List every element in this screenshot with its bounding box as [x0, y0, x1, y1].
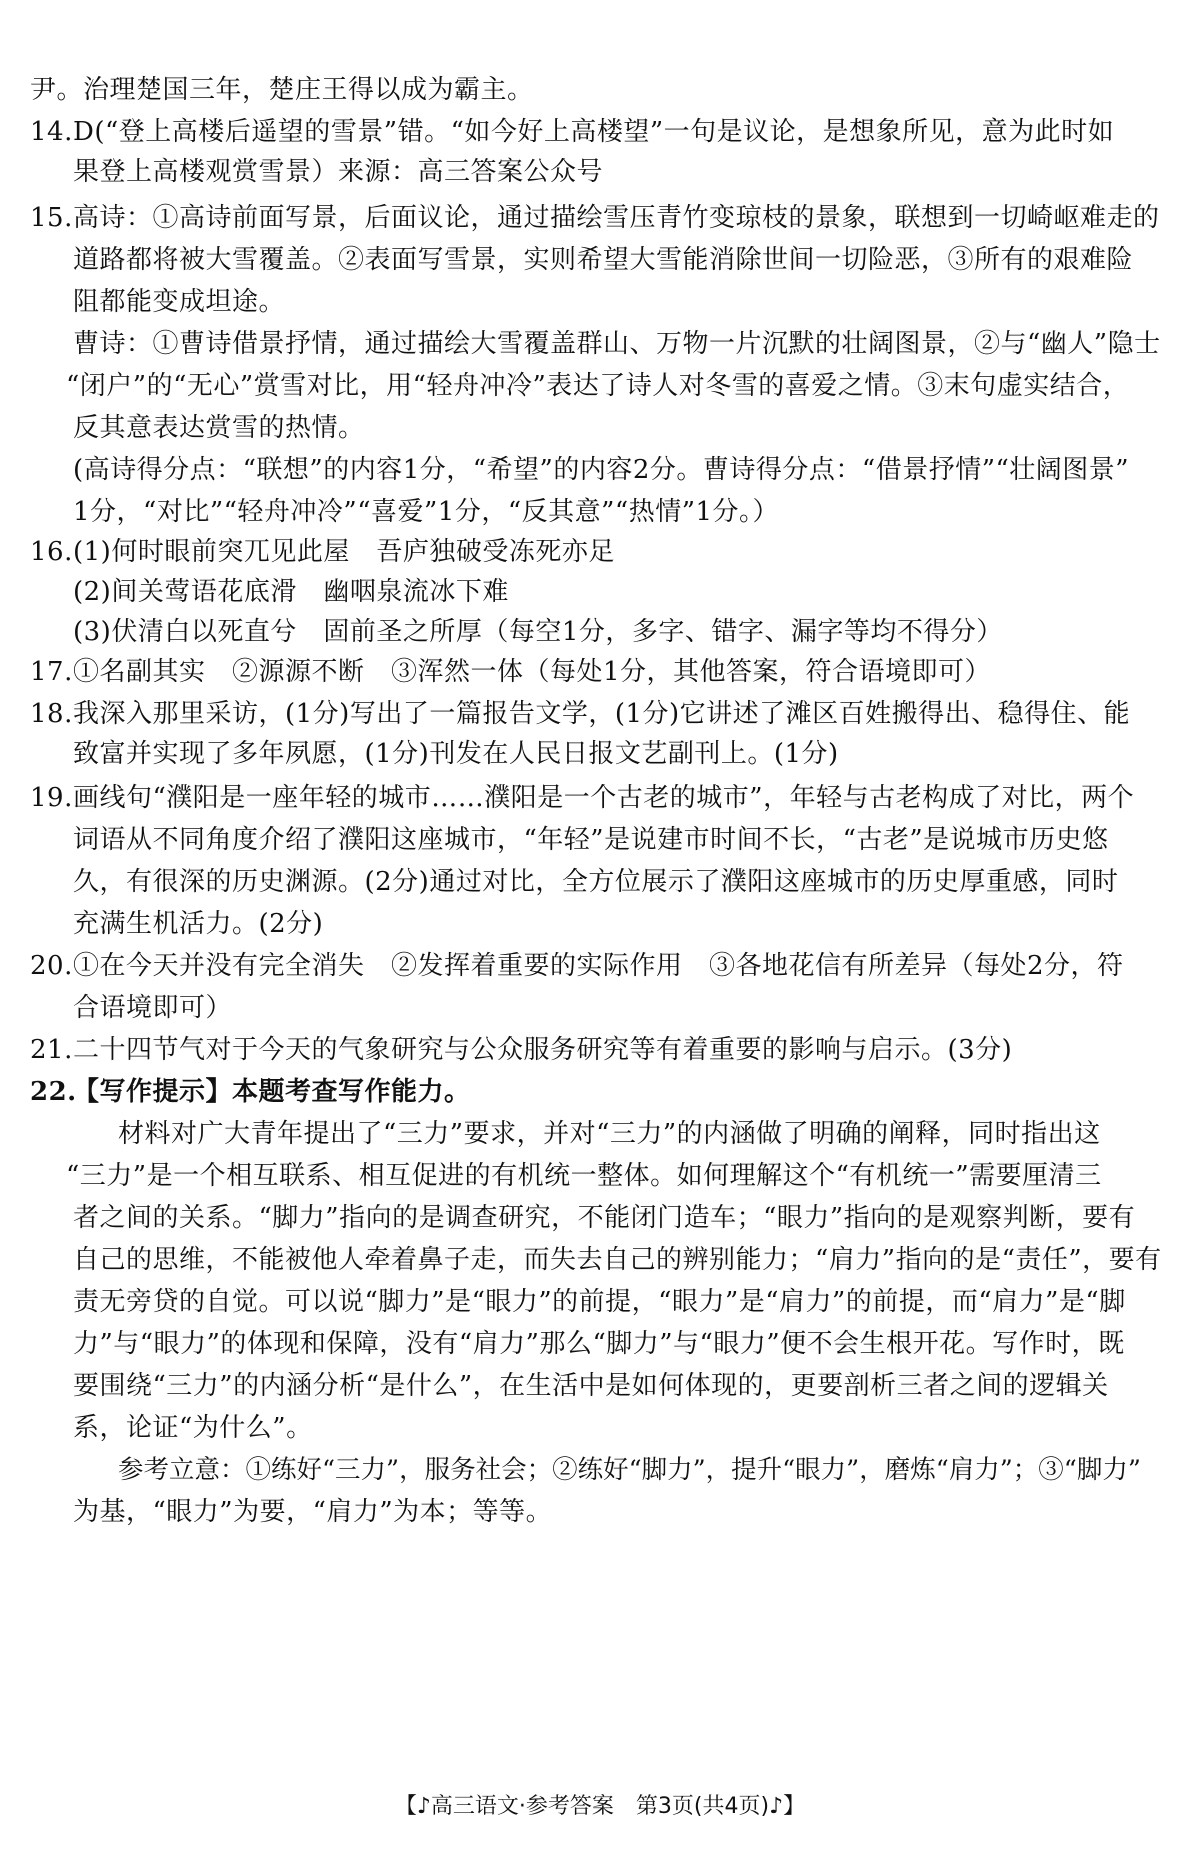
writing-tip-heading: 【写作提示】本题考查写作能力。 — [73, 1077, 471, 1107]
text-line: 责无旁贷的自觉。可以说“脚力”是“眼力”的前提，“眼力”是“肩力”的前提，而“肩力”是“脚 — [73, 1287, 1126, 1317]
question-number: 21. — [30, 1035, 73, 1065]
text-line: 参考立意：①练好“三力”，服务社会；②练好“脚力”，提升“眼力”，磨炼“肩力”；③“脚力” — [118, 1455, 1141, 1485]
text-line: 材料对广大青年提出了“三力”要求，并对“三力”的内涵做了明确的阐释，同时指出这 — [118, 1119, 1101, 1149]
text-line: “三力”是一个相互联系、相互促进的有机统一整体。如何理解这个“有机统一”需要厘清三 — [66, 1161, 1102, 1191]
text-line: 道路都将被大雪覆盖。②表面写雪景，实则希望大雪能消除世间一切险恶，③所有的艰难险 — [73, 245, 1134, 275]
question-15 — [30, 198, 1160, 238]
question-number: 16. — [30, 537, 73, 567]
text-line: ①名副其实 ②源源不断 ③浑然一体（每处1分，其他答案，符合语境即可） — [73, 657, 992, 687]
text-line: 1分，“对比”“轻舟冲冷”“喜爱”1分，“反其意”“热情”1分。） — [73, 497, 780, 527]
text-line: (2)间关莺语花底滑 幽咽泉流冰下难 — [73, 577, 509, 607]
text-line: 充满生机活力。(2分) — [73, 909, 324, 939]
question-18 — [30, 694, 1130, 734]
text-line: ①在今天并没有完全消失 ②发挥着重要的实际作用 ③各地花信有所差异（每处2分，符 — [73, 951, 1124, 981]
question-number: 20. — [30, 951, 73, 981]
text-line: 曹诗：①曹诗借景抒情，通过描绘大雪覆盖群山、万物一片沉默的壮阔图景，②与“幽人”隐士 — [73, 329, 1161, 359]
text-line: 果登上高楼观赏雪景）来源：高三答案公众号 — [73, 157, 604, 187]
question-number: 17. — [30, 657, 73, 687]
text-line: 致富并实现了多年夙愿，(1分)刊发在人民日报文艺副刊上。(1分) — [73, 739, 839, 769]
question-number: 14. — [30, 117, 73, 147]
text-line: (1)何时眼前突兀见此屋 吾庐独破受冻死亦足 — [73, 537, 615, 567]
text-line: 二十四节气对于今天的气象研究与公众服务研究等有着重要的影响与启示。(3分) — [73, 1035, 1013, 1065]
text-line: 高诗：①高诗前面写景，后面议论，通过描绘雪压青竹变琼枝的景象，联想到一切崎岖难走的 — [73, 203, 1160, 233]
question-20 — [30, 946, 1124, 986]
text-line: 要围绕“三力”的内涵分析“是什么”，在生活中是如何体现的，更要剖析三者之间的逻辑关 — [73, 1371, 1109, 1401]
text-line: 系，论证“为什么”。 — [73, 1413, 313, 1443]
text-line: 反其意表达赏雪的热情。 — [73, 413, 365, 443]
text-line: 久，有很深的历史渊源。(2分)通过对比，全方位展示了濮阳这座城市的历史厚重感，同时 — [73, 867, 1119, 897]
text-line: 合语境即可） — [73, 993, 233, 1023]
text-line: 词语从不同角度介绍了濮阳这座城市，“年轻”是说建市时间不长，“古老”是说城市历史悠 — [73, 825, 1109, 855]
text-line: 为基，“眼力”为要，“肩力”为本；等等。 — [73, 1497, 553, 1527]
text-line: (3)伏清白以死直兮 固前圣之所厚（每空1分，多字、错字、漏字等均不得分） — [73, 617, 1003, 647]
text-line: D(“登上高楼后遥望的雪景”错。“如今好上高楼望”一句是议论，是想象所见，意为此时如 — [73, 117, 1115, 147]
page-footer: 【♪高三语文·参考答案 第3页(共4页)♪】 — [394, 1794, 806, 1819]
text-line: 力”与“眼力”的体现和保障，没有“肩力”那么“脚力”与“眼力”便不会生根开花。写作时，既 — [73, 1329, 1125, 1359]
text-line: 我深入那里采访，(1分)写出了一篇报告文学，(1分)它讲述了滩区百姓搬得出、稳得住、能 — [73, 699, 1131, 729]
question-16 — [30, 532, 615, 572]
text-line: (高诗得分点：“联想”的内容1分，“希望”的内容2分。曹诗得分点：“借景抒情”“壮阔图景” — [73, 455, 1130, 485]
question-number: 15. — [30, 203, 73, 233]
question-number: 19. — [30, 783, 73, 813]
text-line: 阻都能变成坦途。 — [73, 287, 286, 317]
text-line: “闭户”的“无心”赏雪对比，用“轻舟冲冷”表达了诗人对冬雪的喜爱之情。③末句虚实结合， — [66, 371, 1130, 401]
text-line: 自己的思维，不能被他人牵着鼻子走，而失去自己的辨别能力；“肩力”指向的是“责任”，要有 — [73, 1245, 1162, 1275]
question-21 — [30, 1030, 1012, 1070]
question-number: 22. — [30, 1077, 77, 1107]
text-line: 者之间的关系。“脚力”指向的是调查研究，不能闭门造车；“眼力”指向的是观察判断，要有 — [73, 1203, 1136, 1233]
question-22 — [30, 1072, 471, 1112]
question-14 — [30, 112, 1114, 152]
question-number: 18. — [30, 699, 73, 729]
question-17 — [30, 652, 991, 692]
text-line: 尹。治理楚国三年，楚庄王得以成为霸主。 — [30, 75, 534, 105]
question-19 — [30, 778, 1134, 818]
text-line: 画线句“濮阳是一座年轻的城市……濮阳是一个古老的城市”，年轻与古老构成了对比，两个 — [73, 783, 1135, 813]
